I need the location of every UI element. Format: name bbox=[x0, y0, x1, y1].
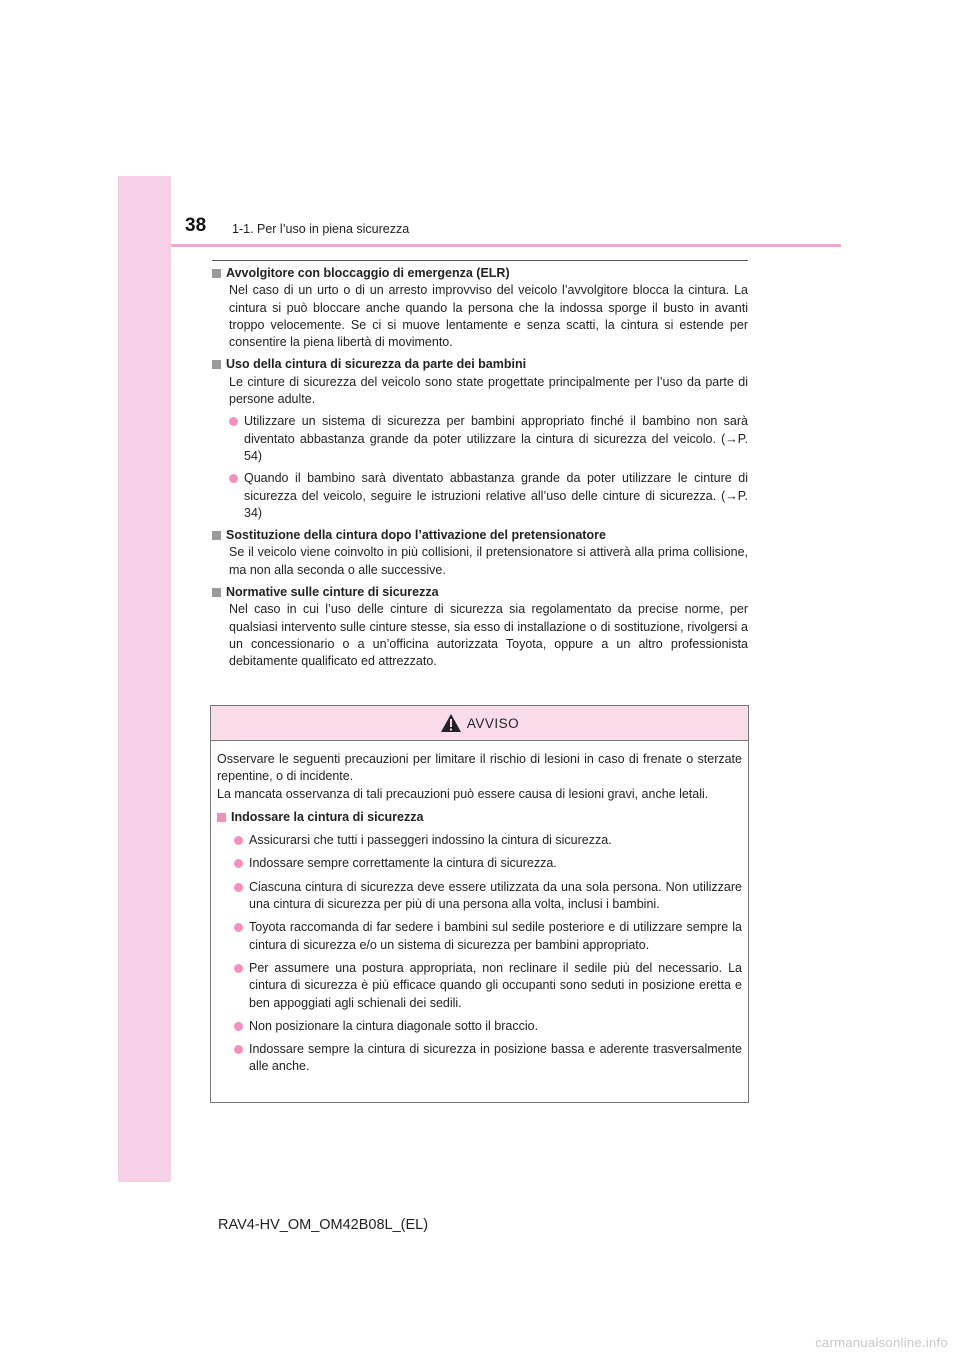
header-rule bbox=[171, 244, 841, 247]
square-bullet-icon bbox=[212, 269, 221, 278]
section-text: Se il veicolo viene coinvolto in più collisioni, il pretensionatore si attiverà alla prima collisione, ma non alla seconda o alle successive. bbox=[229, 545, 748, 577]
page-reference-34[interactable]: Quando il bambino sarà diventato abbastanza grande da poter utilizzare le cinture di sicurezza del veicolo, seguire le istruzioni relative all’uso delle cinture di sicurezza. (→P. 34) bbox=[244, 471, 748, 520]
list-item: Toyota raccomanda di far sedere i bambini sul sedile posteriore e di utilizzare sempre la cintura di sicurezza e/o un sistema di sicurezza per bambini appropriato. bbox=[234, 919, 742, 954]
warning-intro-text: Osservare le seguenti precauzioni per limitare il rischio di lesioni in caso di frenate o sterzate repentine, o di incidente. bbox=[217, 752, 742, 784]
main-content bbox=[212, 265, 748, 676]
bullet-dot-icon bbox=[234, 1045, 243, 1054]
warning-body bbox=[211, 741, 748, 1076]
watermark: carmanualsonline.info bbox=[815, 1335, 948, 1350]
section-children bbox=[212, 356, 748, 522]
bullet-dot-icon bbox=[234, 1022, 243, 1031]
page-number: 38 bbox=[185, 215, 207, 236]
warning-triangle-icon bbox=[440, 713, 462, 733]
list-item bbox=[229, 470, 748, 522]
list-item: Assicurarsi che tutti i passeggeri indossino la cintura di sicurezza. bbox=[234, 832, 742, 849]
section-elr bbox=[212, 265, 748, 351]
content-rule bbox=[212, 260, 748, 261]
bullet-dot-icon bbox=[229, 417, 238, 426]
square-bullet-icon bbox=[212, 360, 221, 369]
warning-box bbox=[210, 705, 749, 1103]
section-pretensioner bbox=[212, 527, 748, 579]
square-bullet-icon bbox=[217, 813, 226, 822]
list-item: Per assumere una postura appropriata, non reclinare il sedile più del necessario. La cintura di sicurezza è più efficace quando gli occupanti sono seduti in posizione eretta e ben appoggiati agli schienali dei sedili. bbox=[234, 960, 742, 1012]
list-item: Non posizionare la cintura diagonale sotto il braccio. bbox=[234, 1018, 742, 1035]
warning-heading: Indossare la cintura di sicurezza bbox=[231, 809, 424, 824]
bullet-dot-icon bbox=[229, 474, 238, 483]
square-bullet-icon bbox=[212, 531, 221, 540]
bullet-dot-icon bbox=[234, 964, 243, 973]
section-heading: Avvolgitore con bloccaggio di emergenza (ELR) bbox=[226, 266, 510, 280]
list-item: Indossare sempre correttamente la cintura di sicurezza. bbox=[234, 855, 742, 872]
square-bullet-icon bbox=[212, 588, 221, 597]
bullet-dot-icon bbox=[234, 883, 243, 892]
bullet-dot-icon bbox=[234, 836, 243, 845]
list-item bbox=[229, 413, 748, 465]
section-regulations bbox=[212, 584, 748, 670]
section-heading: Sostituzione della cintura dopo l’attivazione del pretensionatore bbox=[226, 528, 606, 543]
warning-intro-text: La mancata osservanza di tali precauzioni può essere causa di lesioni gravi, anche letali. bbox=[217, 786, 709, 801]
bullet-dot-icon bbox=[234, 923, 243, 932]
section-text: Le cinture di sicurezza del veicolo sono state progettate principalmente per l’uso da parte di persone adulte. bbox=[229, 374, 748, 407]
page-reference-54[interactable]: Utilizzare un sistema di sicurezza per bambini appropriato finché il bambino non sarà diventato abbastanza grande da poter utilizzare la cintura di sicurezza del veicolo. (→P. 54) bbox=[244, 414, 748, 463]
section-text: Nel caso in cui l’uso delle cinture di sicurezza sia regolamentato da precise norme, per qualsiasi intervento sulle cinture stesse, sia esso di installazione o di sostituzione, rivolgersi a un concessionario o a un’officina autorizzata Toyota, oppure a un altro professionista debitamente qualificato ed attrezzato. bbox=[229, 602, 748, 669]
warning-title: AVVISO bbox=[466, 715, 520, 731]
warning-header bbox=[211, 706, 748, 741]
section-heading: Normative sulle cinture di sicurezza bbox=[226, 585, 439, 600]
document-code: RAV4-HV_OM_OM42B08L_(EL) bbox=[218, 1217, 429, 1233]
section-text: Nel caso di un urto o di un arresto improvviso del veicolo l’avvolgitore blocca la cintura. La cintura si può bloccare anche quando la persona che la indossa sporge il busto in avanti troppo velocemente. Se ci si muove lentamente e senza scatti, la cintura si estende per consentire la piena libertà di movimento. bbox=[229, 283, 748, 350]
chapter-sidebar bbox=[118, 176, 171, 1182]
section-heading: Uso della cintura di sicurezza da parte dei bambini bbox=[226, 357, 527, 372]
section-title: 1-1. Per l’uso in piena sicurezza bbox=[232, 222, 410, 236]
list-item: Ciascuna cintura di sicurezza deve essere utilizzata da una sola persona. Non utilizzare una cintura di sicurezza per più di una persona alla volta, inclusi i bambini. bbox=[234, 879, 742, 914]
bullet-dot-icon bbox=[234, 859, 243, 868]
list-item: Indossare sempre la cintura di sicurezza in posizione bassa e aderente trasversalmente alle anche. bbox=[234, 1041, 742, 1076]
